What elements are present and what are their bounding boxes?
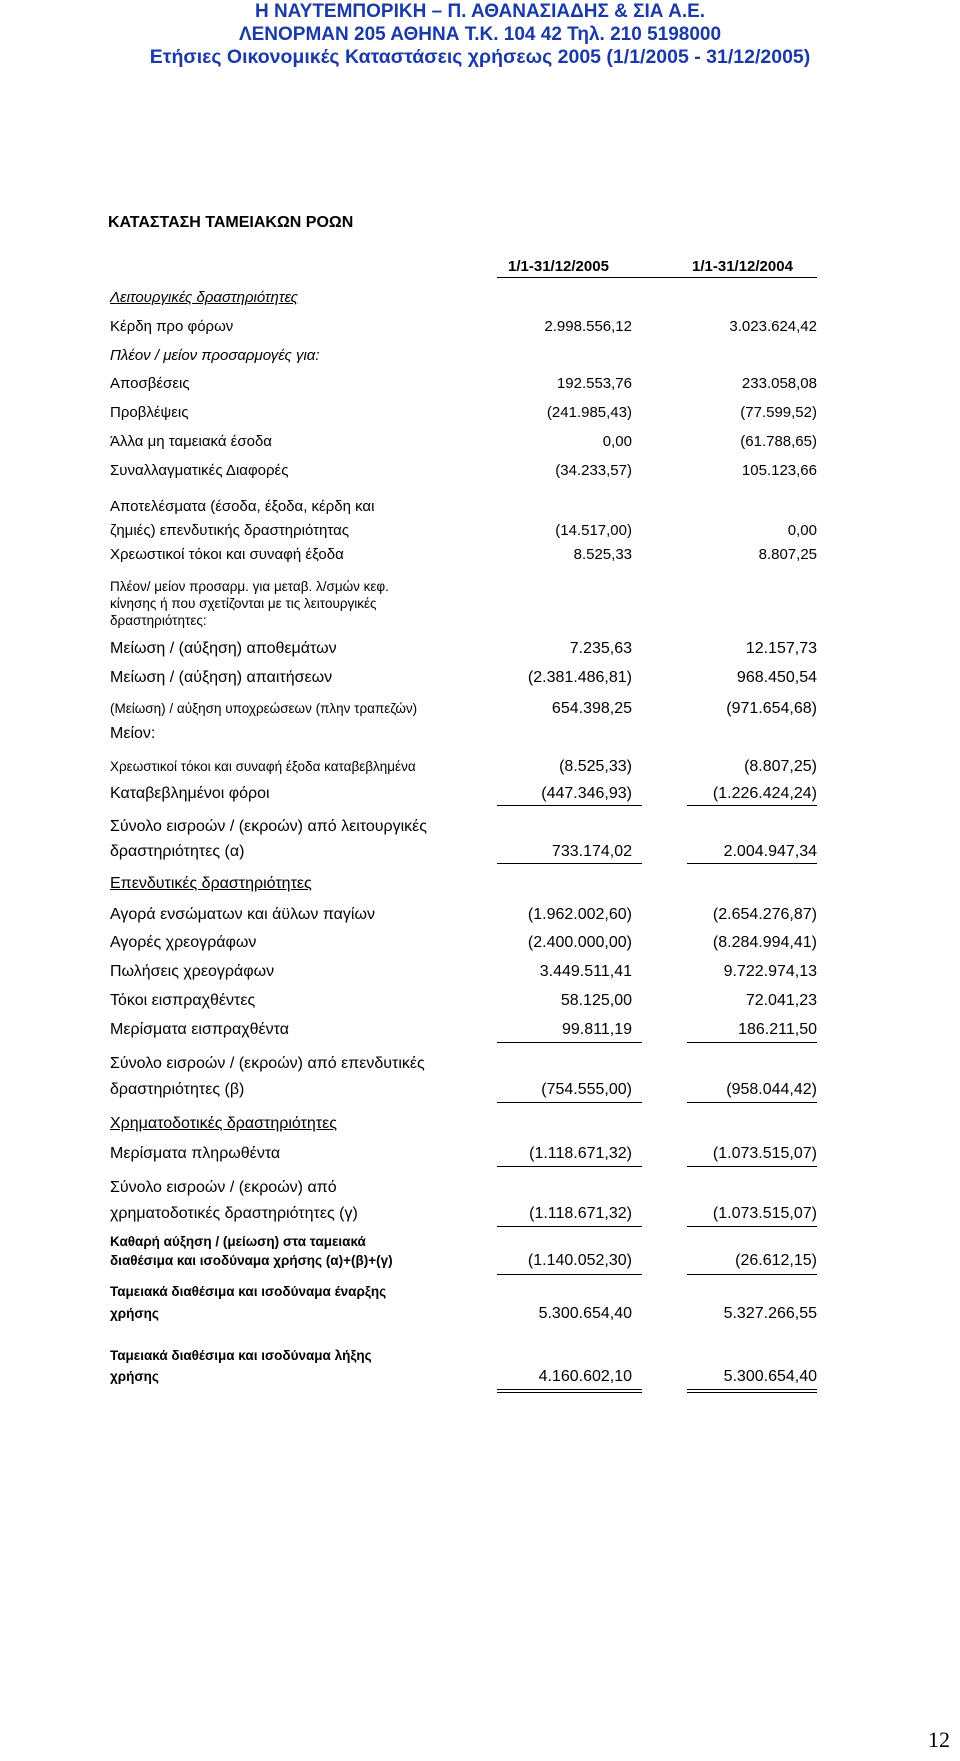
rule-taxes-c2 bbox=[687, 805, 817, 806]
rule-investing-c2 bbox=[687, 1102, 817, 1103]
column-header-rule bbox=[497, 277, 817, 278]
rule-operating-c1 bbox=[497, 863, 642, 864]
rule-closing-c2-b bbox=[687, 1392, 817, 1393]
document-header bbox=[0, 0, 960, 78]
rule-closing-c1-a bbox=[497, 1389, 642, 1390]
page-number: 12 bbox=[928, 1727, 950, 1752]
rule-operating-c2 bbox=[687, 863, 817, 864]
rule-net-change-c1 bbox=[497, 1274, 642, 1275]
company-name: Η ΝΑΥΤΕΜΠΟΡΙΚΗ – Π. ΑΘΑΝΑΣΙΑΔΗΣ & ΣΙΑ Α.Ε. bbox=[254, 1, 706, 22]
rule-investing-c1 bbox=[497, 1102, 642, 1103]
statement-title: ΚΑΤΑΣΤΑΣΗ ΤΑΜΕΙΑΚΩΝ ΡΟΩΝ bbox=[108, 214, 354, 231]
rule-dividends-c2 bbox=[687, 1042, 817, 1043]
rule-dividends-paid-c2 bbox=[687, 1166, 817, 1167]
column-header-2004: 1/1-31/12/2004 bbox=[692, 258, 793, 275]
rule-dividends-paid-c1 bbox=[497, 1166, 642, 1167]
rule-closing-c1-b bbox=[497, 1392, 642, 1393]
rule-closing-c2-a bbox=[687, 1389, 817, 1390]
rule-financing-c1 bbox=[497, 1226, 642, 1227]
statements-period: Ετήσιες Οικονομικές Καταστάσεις χρήσεως 2005 (1/1/2005 - 31/12/2005) bbox=[149, 46, 811, 68]
rule-dividends-c1 bbox=[497, 1042, 642, 1043]
rule-taxes-c1 bbox=[497, 805, 642, 806]
company-address: ΛΕΝΟΡΜΑΝ 205 ΑΘΗΝΑ Τ.Κ. 104 42 Τηλ. 210 5198000 bbox=[238, 24, 722, 45]
column-header-2005: 1/1-31/12/2005 bbox=[508, 258, 609, 275]
rule-net-change-c2 bbox=[687, 1274, 817, 1275]
rule-financing-c2 bbox=[687, 1226, 817, 1227]
